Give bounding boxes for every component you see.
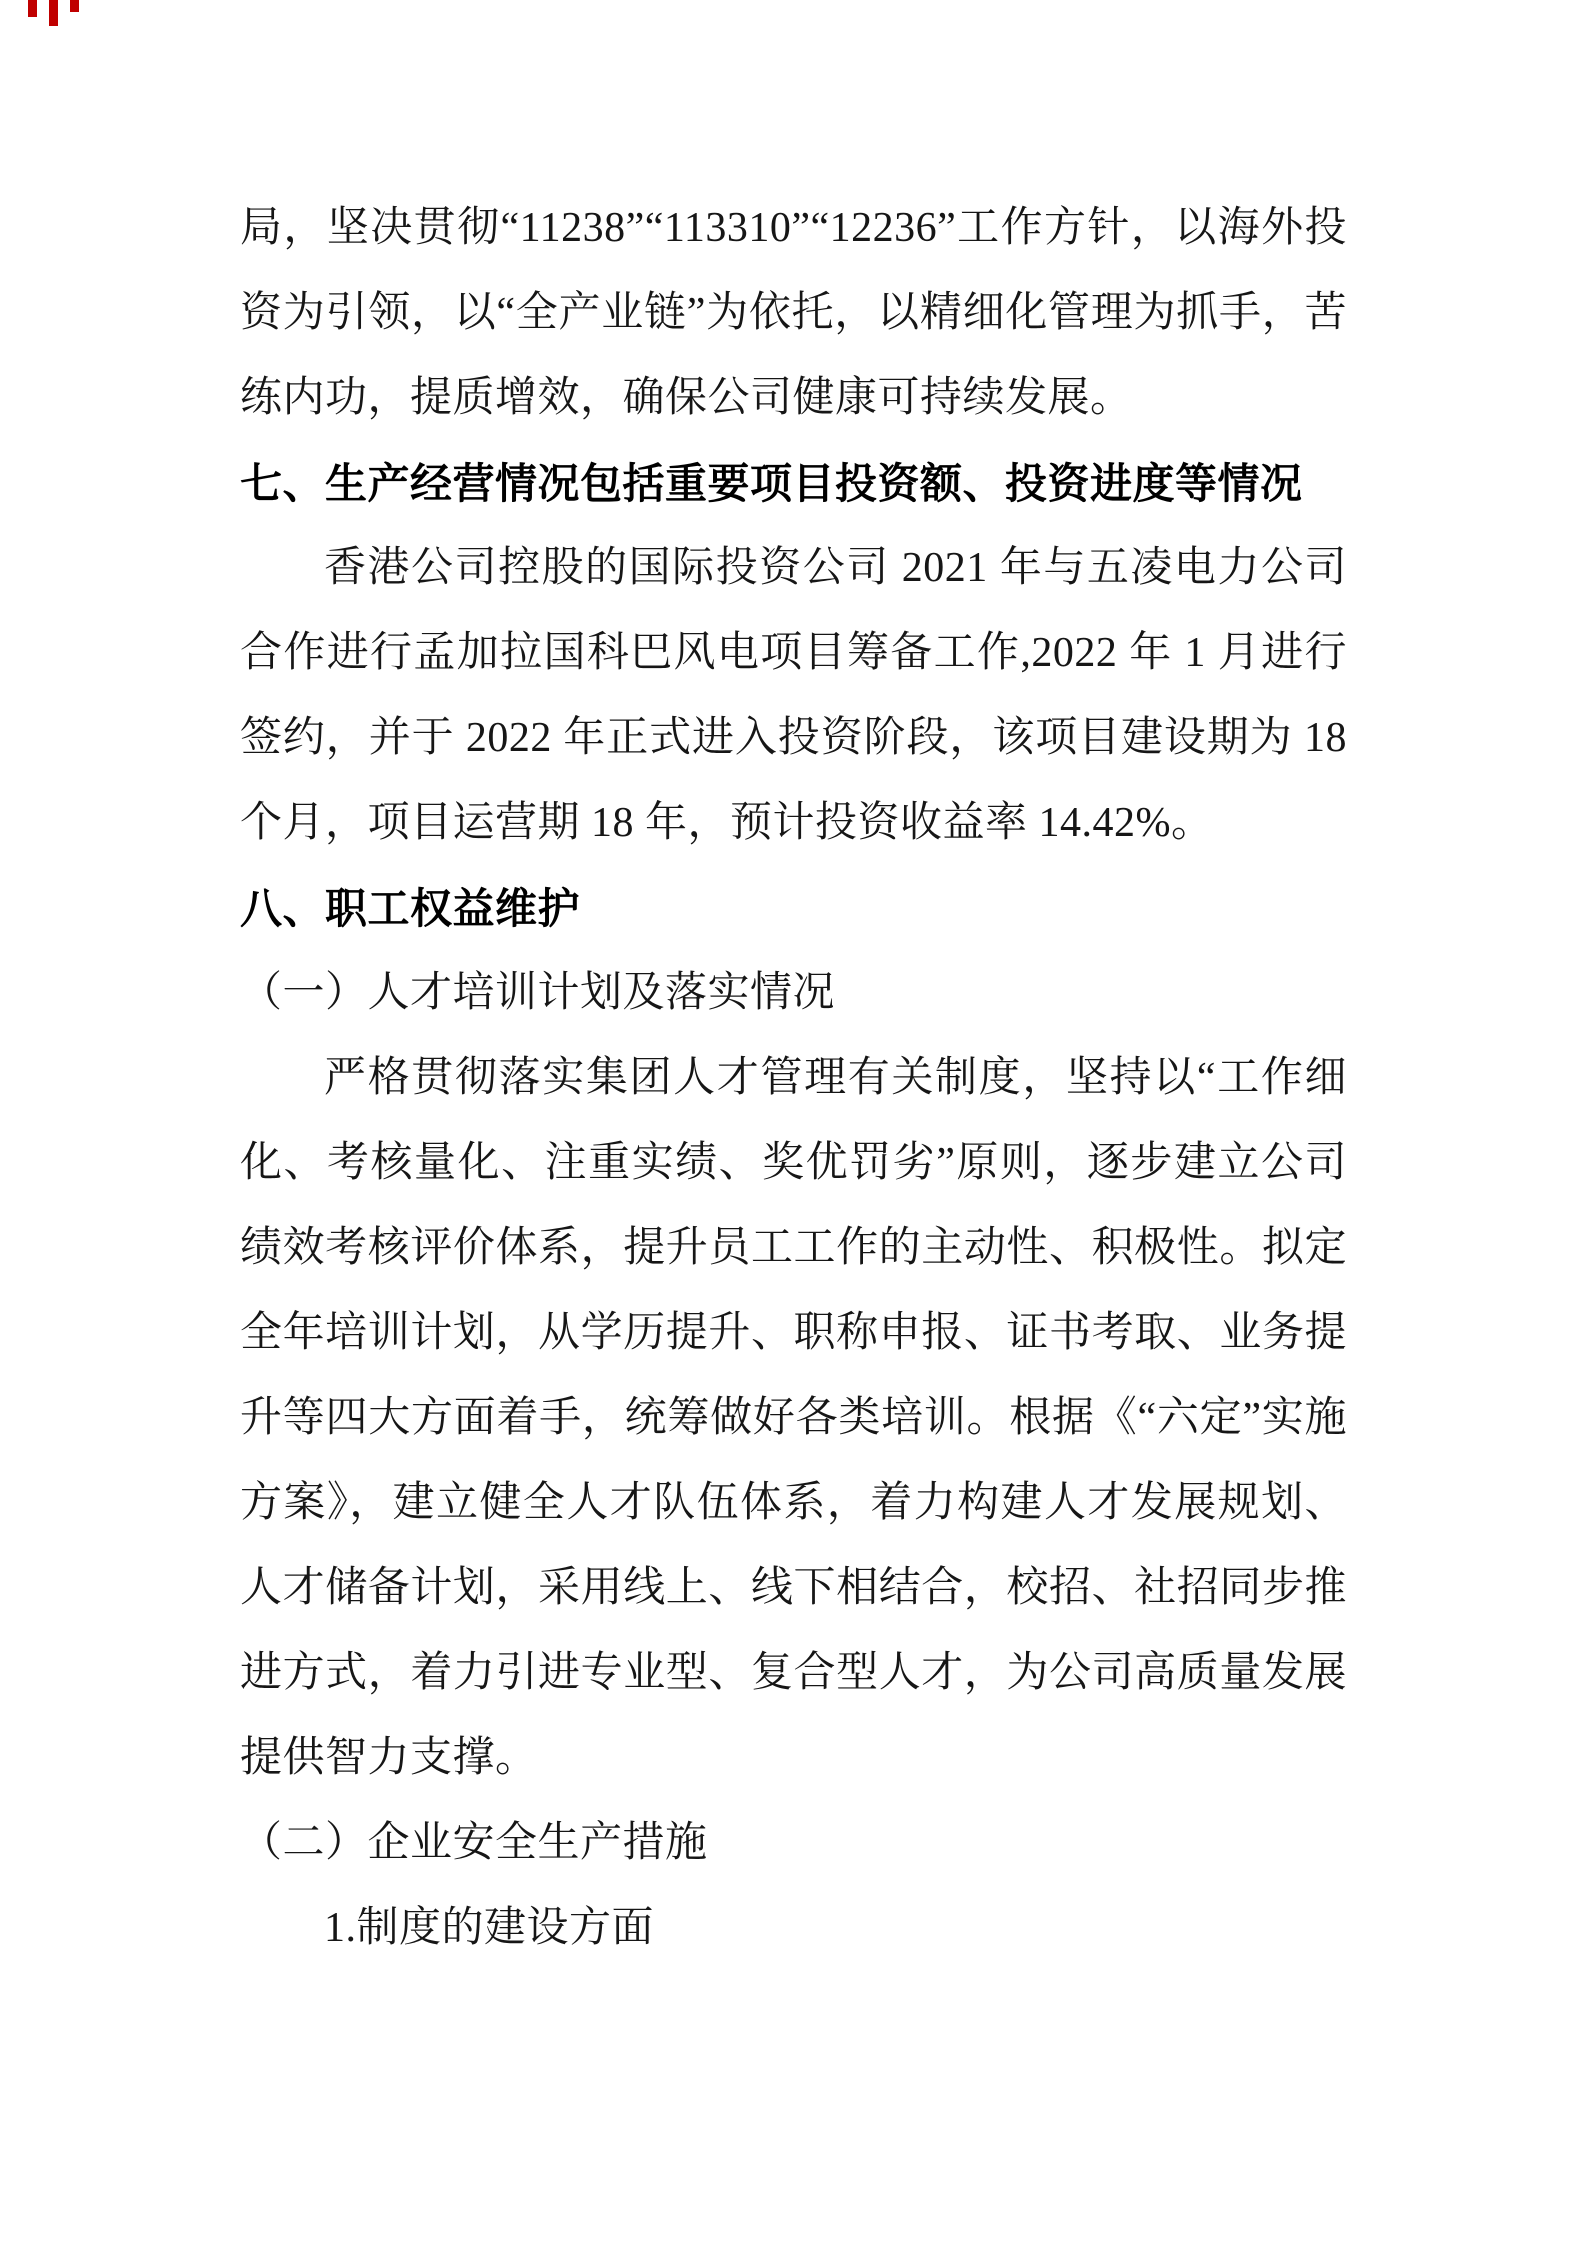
section-8-sub-2-heading: （二）企业安全生产措施 xyxy=(240,1820,708,1866)
red-stroke xyxy=(49,0,58,26)
section-7-heading: 七、生产经营情况包括重要项目投资额、投资进度等情况 xyxy=(240,460,1303,507)
document-content xyxy=(240,186,1347,1971)
section-8-sub-1-paragraph: 严格贯彻落实集团人才管理有关制度，坚持以“工作细化、考核量化、注重实绩、奖优罚劣”原则，逐步建立公司绩效考核评价体系，提升员工工作的主动性、积极性。拟定全年培训计划，从学历提升、职称申报、证书考取、业务提升等四大方面着手，统筹做好各类培训。根据《“六定”实施方案》，建立健全人才队伍体系，着力构建人才发展规划、人才储备计划，采用线上、线下相结合，校招、社招同步推进方式，着力引进专业型、复合型人才，为公司高质量发展提供智力支撑。 xyxy=(240,1055,1347,1781)
section-8-heading: 八、职工权益维护 xyxy=(240,885,581,932)
red-text-fragment xyxy=(28,0,91,28)
paragraph-continuation: 局，坚决贯彻“11238”“113310”“12236”工作方针，以海外投资为引领，以“全产业链”为依托，以精细化管理为抓手，苦练内功，提质增效，确保公司健康可持续发展。 xyxy=(240,205,1347,421)
section-8-sub-2-item: 1.制度的建设方面 xyxy=(324,1905,655,1951)
red-stroke xyxy=(28,0,37,17)
section-7-paragraph: 香港公司控股的国际投资公司 2021 年与五凌电力公司合作进行孟加拉国科巴风电项目筹备工作,2022 年 1 月进行签约，并于 2022 年正式进入投资阶段，该项目建设期为 18 个月，项目运营期 18 年，预计投资收益率 14.42%。 xyxy=(240,545,1347,846)
red-stroke xyxy=(70,0,79,12)
section-8-sub-1-heading: （一）人才培训计划及落实情况 xyxy=(240,970,836,1016)
